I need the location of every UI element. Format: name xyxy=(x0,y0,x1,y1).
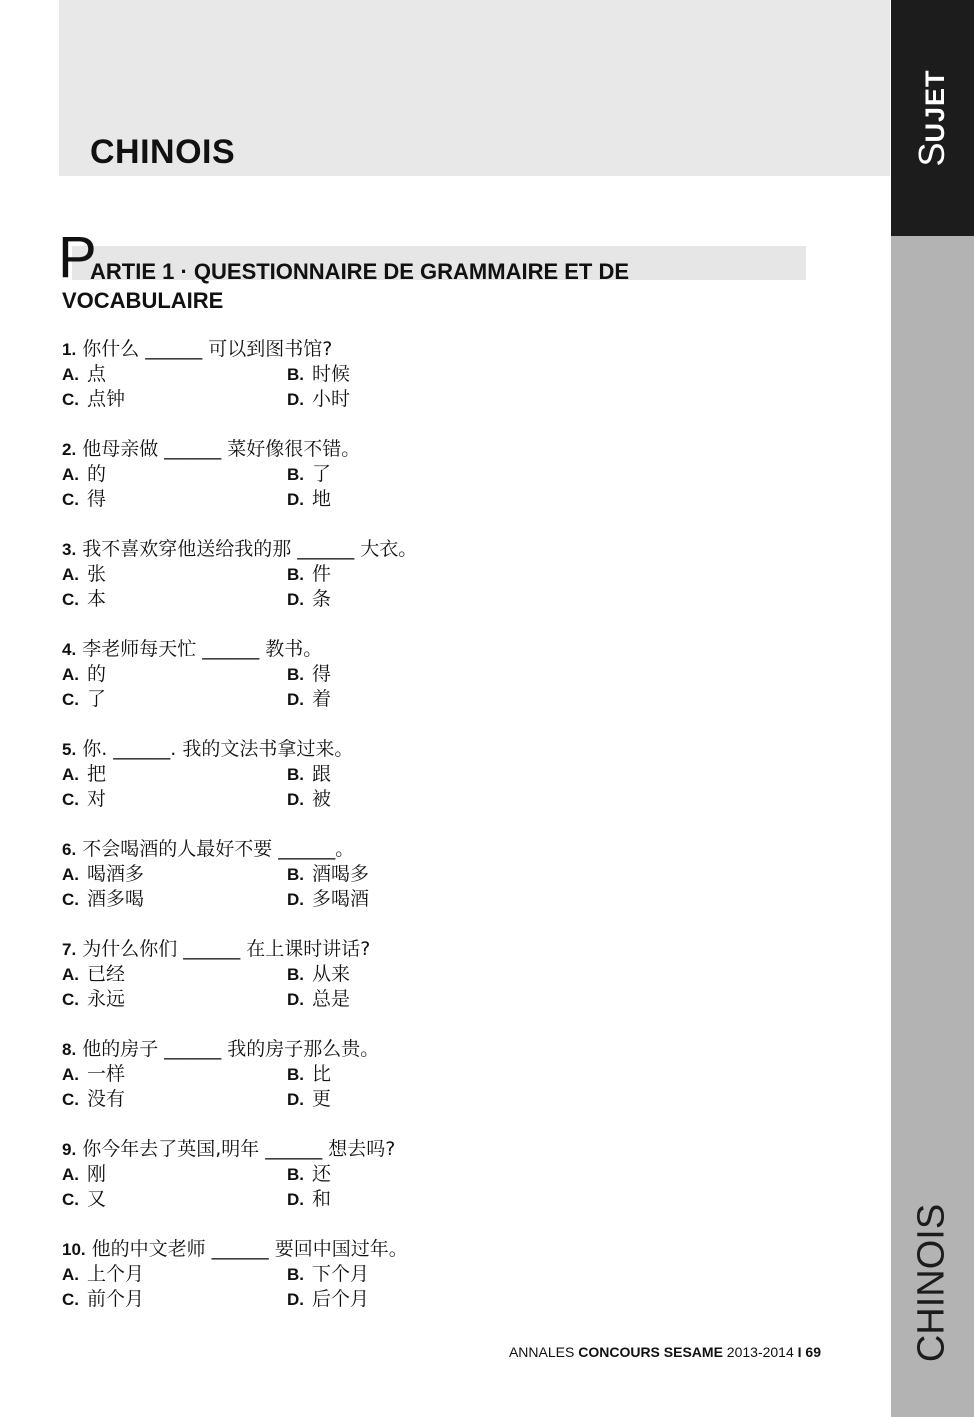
option-letter: C. xyxy=(62,1190,79,1209)
answer-option xyxy=(62,987,125,1012)
option-text: 跟 xyxy=(312,763,332,785)
option-letter: D. xyxy=(287,390,304,409)
question-item xyxy=(62,1137,622,1212)
question-text: 他的中文老师 ______ 要回中国过年。 xyxy=(91,1238,408,1260)
footer-page-number: 69 xyxy=(805,1344,821,1360)
option-letter: B. xyxy=(287,765,304,784)
option-text: 刚 xyxy=(87,1163,107,1185)
option-row xyxy=(62,687,622,712)
question-line xyxy=(62,637,622,662)
option-letter: C. xyxy=(62,990,79,1009)
option-letter: C. xyxy=(62,690,79,709)
option-letter: B. xyxy=(287,565,304,584)
option-letter: A. xyxy=(62,1265,79,1284)
footer-annales: ANNALES xyxy=(508,1344,575,1360)
side-tab-sujet-label xyxy=(911,69,953,166)
option-text: 喝酒多 xyxy=(87,863,145,885)
question-line xyxy=(62,737,622,762)
answer-option xyxy=(62,1262,144,1287)
option-text: 对 xyxy=(87,788,107,810)
option-row xyxy=(62,462,622,487)
question-text: 你什么 ______ 可以到图书馆? xyxy=(82,338,333,360)
question-text: 我不喜欢穿他送给我的那 ______ 大衣。 xyxy=(82,538,418,560)
option-row xyxy=(62,862,622,887)
answer-option xyxy=(62,362,106,387)
option-row xyxy=(62,662,622,687)
answer-option xyxy=(62,1062,125,1087)
answer-option xyxy=(287,1287,369,1312)
option-text: 没有 xyxy=(87,1088,126,1110)
option-row xyxy=(62,762,622,787)
question-number: 8. xyxy=(62,1040,77,1059)
option-letter: A. xyxy=(62,465,79,484)
option-letter: B. xyxy=(287,365,304,384)
option-text: 被 xyxy=(312,788,332,810)
option-row xyxy=(62,1062,622,1087)
option-text: 和 xyxy=(312,1188,332,1210)
option-letter: B. xyxy=(287,665,304,684)
answer-option xyxy=(62,862,144,887)
answer-option xyxy=(62,487,106,512)
option-text: 点钟 xyxy=(87,388,126,410)
answer-option xyxy=(62,662,106,687)
option-letter: C. xyxy=(62,790,79,809)
question-text: 你今年去了英国,明年 ______ 想去吗? xyxy=(82,1138,396,1160)
option-letter: A. xyxy=(62,565,79,584)
option-row xyxy=(62,787,622,812)
option-text: 本 xyxy=(87,588,107,610)
option-letter: C. xyxy=(62,590,79,609)
option-text: 酒多喝 xyxy=(87,888,145,910)
option-text: 时候 xyxy=(312,363,351,385)
option-text: 一样 xyxy=(87,1063,126,1085)
question-text: 他的房子 ______ 我的房子那么贵。 xyxy=(82,1038,380,1060)
option-letter: B. xyxy=(287,1165,304,1184)
answer-option xyxy=(62,1087,125,1112)
option-text: 已经 xyxy=(87,963,126,985)
answer-option xyxy=(62,787,106,812)
option-row xyxy=(62,487,622,512)
option-letter: A. xyxy=(62,765,79,784)
question-text: 他母亲做 ______ 菜好像很不错。 xyxy=(82,438,361,460)
option-letter: D. xyxy=(287,690,304,709)
answer-option xyxy=(287,1062,331,1087)
option-text: 地 xyxy=(312,488,332,510)
option-row xyxy=(62,562,622,587)
question-number: 4. xyxy=(62,640,77,659)
option-text: 前个月 xyxy=(87,1288,145,1310)
page-footer xyxy=(509,1344,821,1360)
answer-option xyxy=(62,1287,144,1312)
side-sujet-initial: S xyxy=(911,142,952,167)
answer-option xyxy=(287,687,331,712)
question-item xyxy=(62,937,622,1012)
answer-option xyxy=(287,887,369,912)
option-row xyxy=(62,1262,622,1287)
option-letter: D. xyxy=(287,1090,304,1109)
answer-option xyxy=(287,762,331,787)
footer-separator: I xyxy=(797,1344,802,1360)
answer-option xyxy=(287,1187,331,1212)
answer-option xyxy=(287,1262,369,1287)
question-line xyxy=(62,337,622,362)
option-letter: D. xyxy=(287,990,304,1009)
option-letter: D. xyxy=(287,1190,304,1209)
question-number: 9. xyxy=(62,1140,77,1159)
question-text: 李老师每天忙 ______ 教书。 xyxy=(82,638,323,660)
option-text: 把 xyxy=(87,763,107,785)
option-row xyxy=(62,387,622,412)
option-letter: C. xyxy=(62,490,79,509)
option-text: 下个月 xyxy=(312,1263,370,1285)
option-letter: D. xyxy=(287,590,304,609)
question-item xyxy=(62,637,622,712)
option-row xyxy=(62,362,622,387)
option-text: 更 xyxy=(312,1088,332,1110)
option-text: 永远 xyxy=(87,988,126,1010)
question-number: 5. xyxy=(62,740,77,759)
answer-option xyxy=(287,662,331,687)
option-text: 又 xyxy=(87,1188,107,1210)
question-item xyxy=(62,737,622,812)
question-line xyxy=(62,1137,622,1162)
option-letter: D. xyxy=(287,490,304,509)
option-text: 多喝酒 xyxy=(312,888,370,910)
answer-option xyxy=(287,1087,331,1112)
question-line xyxy=(62,937,622,962)
option-letter: C. xyxy=(62,390,79,409)
answer-option xyxy=(62,462,106,487)
option-text: 着 xyxy=(312,688,332,710)
answer-option xyxy=(62,387,125,412)
option-text: 的 xyxy=(87,663,107,685)
answer-option xyxy=(287,562,331,587)
question-line xyxy=(62,837,622,862)
footer-concours: CONCOURS SESAME xyxy=(578,1344,723,1360)
option-letter: A. xyxy=(62,365,79,384)
option-letter: A. xyxy=(62,865,79,884)
option-text: 件 xyxy=(312,563,332,585)
option-text: 点 xyxy=(87,363,107,385)
question-item xyxy=(62,437,622,512)
option-letter: B. xyxy=(287,1065,304,1084)
option-text: 从来 xyxy=(312,963,351,985)
section-heading-line-2: VOCABULAIRE xyxy=(62,288,224,313)
question-text: 为什么你们 ______ 在上课时讲话? xyxy=(82,938,371,960)
option-letter: B. xyxy=(287,465,304,484)
option-row xyxy=(62,1187,622,1212)
answer-option xyxy=(62,1187,106,1212)
answer-option xyxy=(62,687,106,712)
question-number: 2. xyxy=(62,440,77,459)
section-heading-initial: P xyxy=(58,225,97,290)
option-letter: D. xyxy=(287,790,304,809)
question-number: 3. xyxy=(62,540,77,559)
option-text: 还 xyxy=(312,1163,332,1185)
answer-option xyxy=(62,962,125,987)
option-row xyxy=(62,887,622,912)
page-title: CHINOIS xyxy=(90,133,236,171)
side-subject-label: CHINOIS xyxy=(910,1203,953,1363)
option-letter: A. xyxy=(62,665,79,684)
question-number: 10. xyxy=(62,1240,86,1259)
option-row xyxy=(62,1162,622,1187)
option-letter: A. xyxy=(62,965,79,984)
option-row xyxy=(62,1287,622,1312)
question-item xyxy=(62,337,622,412)
option-text: 了 xyxy=(87,688,107,710)
side-sujet-rest: UJET xyxy=(920,69,950,143)
question-text: 你. ______. 我的文法书拿过来。 xyxy=(82,738,354,760)
question-line xyxy=(62,1237,622,1262)
option-text: 的 xyxy=(87,463,107,485)
option-letter: B. xyxy=(287,1265,304,1284)
option-row xyxy=(62,962,622,987)
question-item xyxy=(62,1237,622,1312)
answer-option xyxy=(62,887,144,912)
answer-option xyxy=(287,387,350,412)
answer-option xyxy=(62,562,106,587)
answer-option xyxy=(287,1162,331,1187)
option-letter: C. xyxy=(62,890,79,909)
answer-option xyxy=(287,962,350,987)
option-letter: D. xyxy=(287,1290,304,1309)
option-row xyxy=(62,987,622,1012)
option-letter: B. xyxy=(287,865,304,884)
footer-years: 2013-2014 xyxy=(726,1344,794,1360)
option-text: 比 xyxy=(312,1063,332,1085)
answer-option xyxy=(287,587,331,612)
option-letter: A. xyxy=(62,1165,79,1184)
option-row xyxy=(62,1087,622,1112)
option-text: 条 xyxy=(312,588,332,610)
option-text: 上个月 xyxy=(87,1263,145,1285)
option-letter: C. xyxy=(62,1090,79,1109)
question-item xyxy=(62,837,622,912)
answer-option xyxy=(62,762,106,787)
question-line xyxy=(62,437,622,462)
option-letter: D. xyxy=(287,890,304,909)
question-item xyxy=(62,1037,622,1112)
answer-option xyxy=(287,987,350,1012)
option-text: 张 xyxy=(87,563,107,585)
answer-option xyxy=(287,862,369,887)
option-text: 酒喝多 xyxy=(312,863,370,885)
option-text: 得 xyxy=(312,663,332,685)
option-letter: C. xyxy=(62,1290,79,1309)
question-item xyxy=(62,537,622,612)
section-heading-line-1: ARTIE 1 · QUESTIONNAIRE DE GRAMMAIRE ET DE xyxy=(90,259,630,284)
option-letter: A. xyxy=(62,1065,79,1084)
question-number: 6. xyxy=(62,840,77,859)
option-letter: B. xyxy=(287,965,304,984)
answer-option xyxy=(62,587,106,612)
question-text: 不会喝酒的人最好不要 ______。 xyxy=(82,838,355,860)
question-line xyxy=(62,1037,622,1062)
option-text: 总是 xyxy=(312,988,351,1010)
option-text: 得 xyxy=(87,488,107,510)
option-text: 了 xyxy=(312,463,332,485)
answer-option xyxy=(287,362,350,387)
answer-option xyxy=(62,1162,106,1187)
question-line xyxy=(62,537,622,562)
option-text: 后个月 xyxy=(312,1288,370,1310)
option-row xyxy=(62,587,622,612)
answer-option xyxy=(287,487,331,512)
answer-option xyxy=(287,787,331,812)
answer-option xyxy=(287,462,331,487)
question-number: 7. xyxy=(62,940,77,959)
option-text: 小时 xyxy=(312,388,351,410)
question-number: 1. xyxy=(62,340,77,359)
